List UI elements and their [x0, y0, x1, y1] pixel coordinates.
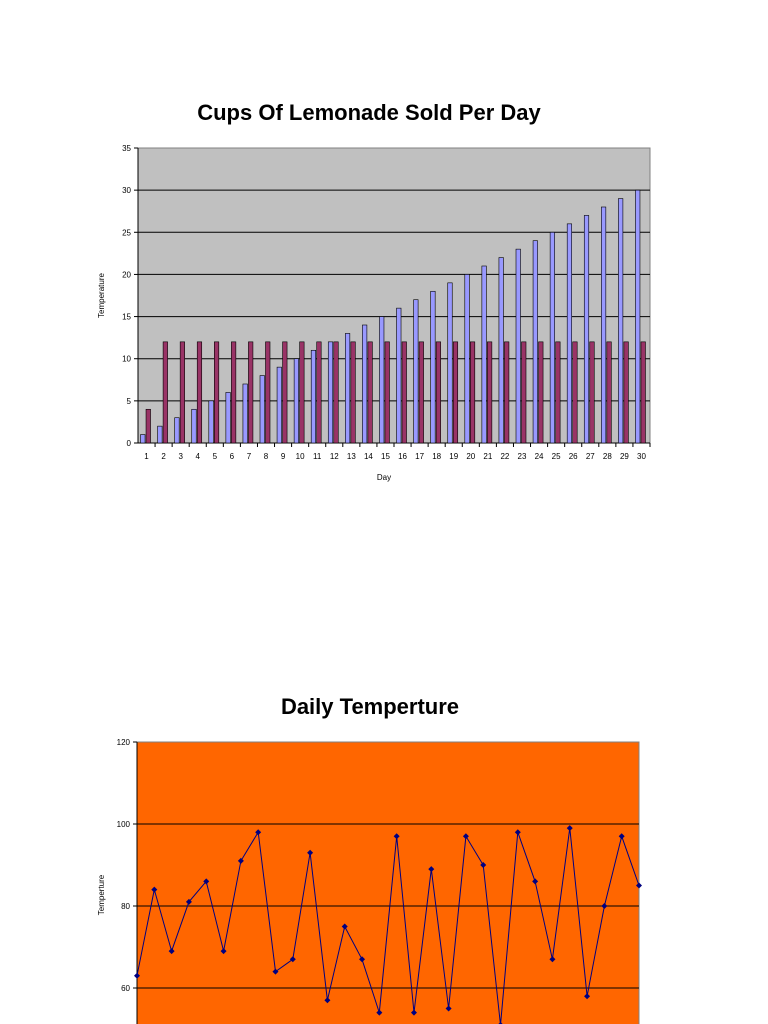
- x-tick-label: 2: [161, 452, 166, 461]
- x-tick-label: 8: [263, 452, 269, 461]
- x-tick-label: 26: [568, 452, 578, 461]
- y-tick-label: 30: [122, 186, 131, 196]
- x-tick-label: 5: [212, 452, 218, 461]
- x-tick-label: 24: [534, 452, 544, 461]
- x-tick-label: 19: [449, 452, 459, 461]
- x-tick-label: 13: [346, 452, 356, 461]
- x-tick-label: 3: [178, 452, 183, 461]
- x-tick-label: 20: [466, 452, 476, 461]
- x-tick-label: 4: [195, 452, 200, 461]
- y-tick-label: 10: [122, 354, 131, 364]
- x-tick-label: 1: [144, 452, 149, 461]
- x-tick-label: 12: [329, 452, 339, 461]
- y-tick-label: 120: [116, 738, 130, 747]
- y-tick-label: 5: [126, 396, 131, 406]
- x-tick-label: 29: [619, 452, 629, 461]
- x-axis-label: Day: [376, 473, 392, 482]
- y-axis-label: Temperature: [97, 273, 106, 318]
- x-tick-label: 18: [432, 452, 442, 461]
- y-tick-label: 0: [126, 439, 131, 448]
- x-tick-label: 25: [551, 452, 561, 461]
- y-tick-label: 80: [121, 902, 130, 911]
- x-tick-label: 16: [398, 452, 407, 461]
- x-tick-label: 15: [381, 452, 390, 461]
- y-tick-label: 35: [122, 144, 131, 153]
- x-tick-label: 22: [500, 452, 510, 461]
- x-tick-label: 30: [637, 452, 646, 461]
- y-tick-label: 20: [122, 270, 131, 280]
- x-tick-label: 10: [295, 452, 305, 461]
- plot-area: [137, 742, 639, 1024]
- x-tick-label: 27: [585, 452, 595, 461]
- y-tick-label: 25: [122, 228, 131, 238]
- x-tick-label: 21: [483, 452, 493, 461]
- x-tick-label: 9: [280, 452, 286, 461]
- y-tick-label: 100: [116, 820, 130, 829]
- y-tick-label: 60: [121, 984, 130, 993]
- x-tick-label: 7: [246, 452, 252, 461]
- x-tick-label: 23: [517, 452, 527, 461]
- chart-title-lemonade: Cups Of Lemonade Sold Per Day: [197, 100, 541, 125]
- x-tick-label: 17: [415, 452, 425, 461]
- x-tick-label: 14: [363, 452, 373, 461]
- x-tick-label: 28: [602, 452, 612, 461]
- x-tick-label: 11: [313, 452, 322, 461]
- chart-title-temperature: Daily Temperture: [280, 694, 460, 719]
- y-axis-label: Temperture: [97, 874, 106, 916]
- x-tick-label: 6: [229, 452, 235, 461]
- y-tick-label: 15: [122, 312, 131, 322]
